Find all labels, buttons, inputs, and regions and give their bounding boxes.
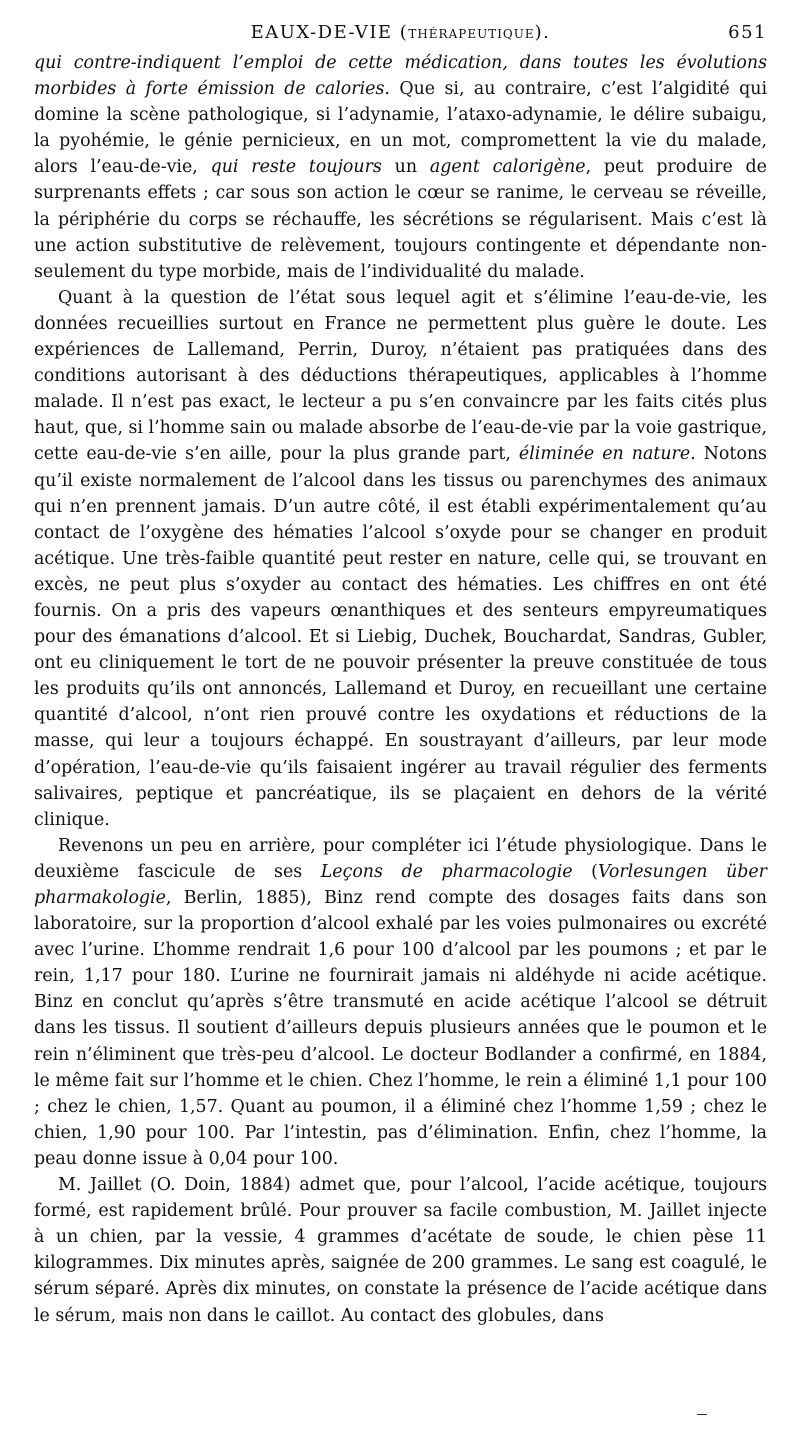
paragraph-2: Quant à la question de l’état sous lequel agit et s’élimine l’eau-de-vie, les données recueillies surtout en France ne permettent plus guère le doute. Les expériences de Lallemand, Perrin, Duroy, n’étaient pas pratiquées dans des conditions autorisant à des déductions thérapeutiques, applicables à l’homme malade. Il n’est pas exact, le lecteur a pu s’en convaincre par les faits cités plus haut, que, si l’homme sain ou malade absorbe de l’eau-de-vie par la voie gastrique, cette eau-de-vie s’en aille, pour la plus grande part, éliminée en nature. Notons qu’il existe normalement de l’alcool dans les tissus ou parenchymes des animaux qui n’en prennent jamais. D’un autre côté, il est établi expérimentalement qu’au contact de l’oxygène des hématies l’alcool s’oxyde pour se changer en produit acétique. Une très-faible quantité peut rester en nature, celle qui, se trouvant en excès, ne peut plus s’oxyder au contact des hématies. Les chiffres en ont été fournis. On a pris des vapeurs œnanthiques et des senteurs empyreumatiques pour des émanations d’alcool. Et si Liebig, Duchek, Bouchardat, Sandras, Gubler, ont eu cliniquement le tort de ne pouvoir présenter la preuve constituée de tous les produits qu’ils ont annoncés, Lallemand et Duroy, en recueillant une certaine quantité d’alcool, n’ont rien prouvé contre les oxydations et réductions de la masse, qui leur a toujours échappé. En soustrayant d’ailleurs, par leur mode d’opération, l’eau-de-vie qu’ils faisaient ingérer au travail régulier des ferments salivaires, peptique et pancréatique, ils se plaçaient en dehors de la vérité clinique. bbox=[34, 287, 767, 830]
page-number: 651 bbox=[728, 22, 767, 43]
running-title-subject: THÉRAPEUTIQUE bbox=[408, 27, 535, 41]
running-header bbox=[34, 20, 767, 50]
body-text bbox=[34, 50, 767, 1329]
page-mark bbox=[697, 1414, 707, 1415]
running-title: EAUX-DE-VIE (THÉRAPEUTIQUE). bbox=[250, 22, 551, 43]
paragraph-4: M. Jaillet (O. Doin, 1884) admet que, pour l’alcool, l’acide acétique, toujours formé, est rapidement brûlé. Pour prouver sa facile combustion, M. Jaillet injecte à un chien, par la vessie, 4 grammes d’acétate de soude, le chien pèse 11 kilogrammes. Dix minutes après, saignée de 200 grammes. Le sang est coagulé, le sérum séparé. Après dix minutes, on constate la présence de l’acide acétique dans le sérum, mais non dans le caillot. Au contact des globules, dans bbox=[34, 1175, 767, 1326]
paragraph-1: qui contre-indiquent l’emploi de cette médication, dans toutes les évolutions morbides à forte émission de calories. Que si, au contraire, c’est l’algidité qui domine la scène pathologique, si l’adynamie, l’ataxo-adynamie, le délire subaigu, la pyohémie, le génie pernicieux, en un mot, compromettent la vie du malade, alors l’eau-de-vie, qui reste toujours un agent calorigène, peut produire de surprenants effets ; car sous son action le cœur se ranime, le cerveau se réveille, la périphérie du corps se réchauffe, les sécrétions se régularisent. Mais c’est là une action substitutive de relèvement, toujours contingente et dépendante non-seulement du type morbide, mais de l’individualité du malade. bbox=[34, 53, 768, 282]
paragraph-3: Revenons un peu en arrière, pour compléter ici l’étude physiologique. Dans le deuxième fascicule de ses Leçons de pharmacologie (Vorlesungen über pharmakologie, Berlin, 1885), Binz rend compte des dosages faits dans son laboratoire, sur la proportion d’alcool exhalé par les voies pulmonaires ou excrété avec l’urine. L’homme rendrait 1,6 pour 100 d’alcool par les poumons ; et par le rein, 1,17 pour 180. L’urine ne fournirait jamais ni aldéhyde ni acide acétique. Binz en conclut qu’après s’être transmuté en acide acétique l’alcool se détruit dans les tissus. Il soutient d’ailleurs depuis plusieurs années que le poumon et le rein n’éliminent que très-peu d’alcool. Le docteur Bodlander a confirmé, en 1884, le même fait sur l’homme et le chien. Chez l’homme, le rein a éliminé 1,1 pour 100 ; chez le chien, 1,57. Quant au poumon, il a éliminé chez l’homme 1,59 ; chez le chien, 1,90 pour 100. Par l’intestin, pas d’élimination. Enfin, chez l’homme, la peau donne issue à 0,04 pour 100. bbox=[34, 835, 767, 1169]
book-page bbox=[34, 20, 767, 1329]
